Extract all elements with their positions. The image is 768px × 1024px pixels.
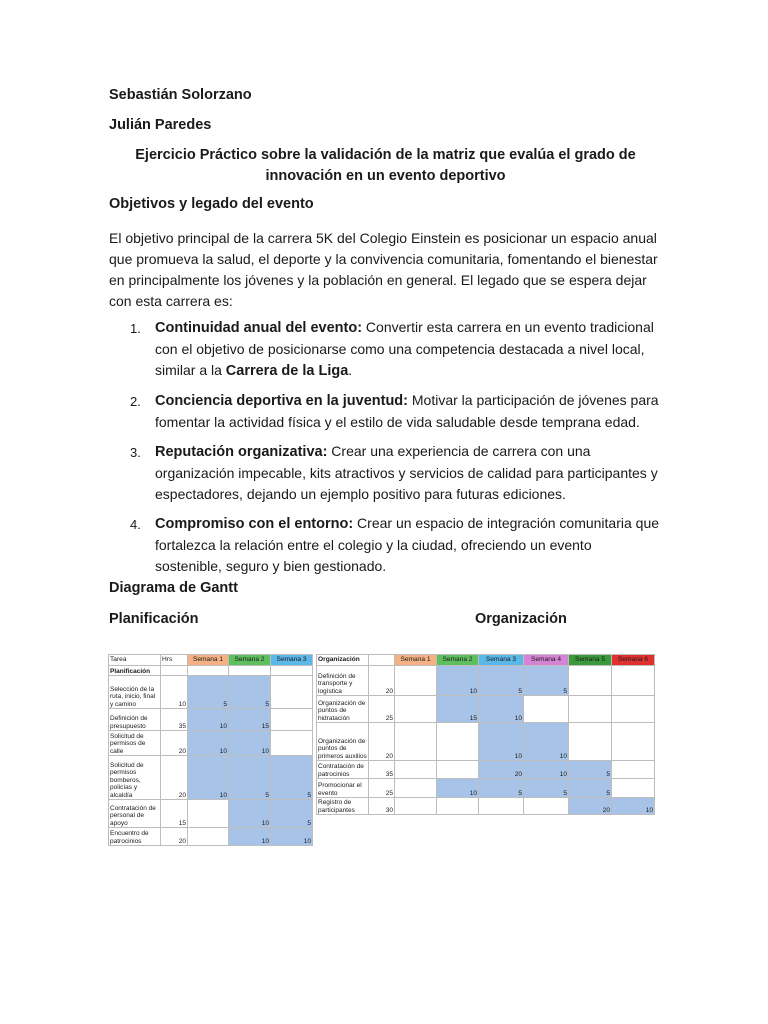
planificacion-label: Planificación [109, 611, 199, 627]
gantt-task-row [317, 798, 655, 815]
task-name: Selección de la ruta, inicio, final y camino [109, 676, 161, 709]
header-week: Semana 1 [188, 655, 229, 666]
gantt-header-row [317, 655, 655, 666]
list-item-title: Continuidad anual del evento: [155, 320, 363, 336]
list-number: 4. [130, 517, 141, 532]
gantt-task-row [109, 709, 313, 731]
list-item-emphasis: Carrera de la Liga [225, 363, 349, 379]
week-cell: 5 [524, 666, 569, 696]
header-week: Semana 4 [524, 655, 569, 666]
task-hours: 20 [369, 723, 395, 761]
header-hrs: Hrs [161, 655, 188, 666]
task-hours: 25 [369, 779, 395, 798]
task-name: Solicitud de permisos de calle [109, 731, 161, 756]
legacy-list [130, 317, 660, 585]
week-cell [437, 798, 479, 815]
gantt-task-row [317, 723, 655, 761]
gantt-table-organizacion [316, 654, 655, 815]
week-cell: 5 [229, 676, 271, 709]
week-cell: 5 [229, 756, 271, 800]
task-name: Encuentro de patrocinios [109, 828, 161, 846]
week-cell: 5 [479, 779, 524, 798]
week-cell: 10 [229, 800, 271, 828]
week-cell: 10 [479, 723, 524, 761]
header-week: Semana 6 [612, 655, 655, 666]
week-cell: 5 [569, 779, 612, 798]
week-cell: 10 [524, 761, 569, 779]
week-cell [437, 723, 479, 761]
organizacion-label: Organización [475, 611, 567, 627]
task-name: Definición de presupuesto [109, 709, 161, 731]
week-cell [188, 828, 229, 846]
header-week: Semana 1 [395, 655, 437, 666]
week-cell: 10 [188, 731, 229, 756]
list-item-text: Motivar la participación de jóvenes para fomentar la actividad física y el estilo de vida saludable desde temprana edad. [155, 392, 659, 430]
week-cell: 10 [612, 798, 655, 815]
week-cell [271, 676, 313, 709]
gantt-task-row [317, 666, 655, 696]
section-heading-gantt: Diagrama de Gantt [109, 580, 238, 596]
gantt-group-row [109, 666, 313, 676]
week-cell [395, 761, 437, 779]
week-cell [479, 798, 524, 815]
list-item-text: Crear una experiencia de carrera con una organización impecable, kits atractivos y servicios de calidad para participantes y espectadores, dejando un ejemplo positivo para futuras ediciones. [155, 443, 658, 502]
task-name: Contratación de patrocinios [317, 761, 369, 779]
gantt-task-row [317, 761, 655, 779]
task-name: Definición de transporte y logística [317, 666, 369, 696]
task-name: Registro de participantes [317, 798, 369, 815]
week-cell [395, 723, 437, 761]
list-item [130, 441, 660, 505]
week-cell [188, 800, 229, 828]
task-hours: 30 [369, 798, 395, 815]
task-name: Solicitud de permisos bomberos, policías y alcaldía [109, 756, 161, 800]
week-cell: 5 [271, 800, 313, 828]
task-name: Organización de puntos de primeros auxilios [317, 723, 369, 761]
week-cell [524, 696, 569, 723]
task-hours: 20 [161, 828, 188, 846]
week-cell [612, 723, 655, 761]
list-item-title: Conciencia deportiva en la juventud: [155, 393, 408, 409]
list-item [130, 317, 660, 382]
task-hours: 20 [369, 666, 395, 696]
week-cell: 15 [437, 696, 479, 723]
week-cell: 10 [437, 666, 479, 696]
week-cell [569, 666, 612, 696]
header-week: Semana 2 [229, 655, 271, 666]
gantt-task-row [109, 800, 313, 828]
week-cell [569, 723, 612, 761]
week-cell [612, 666, 655, 696]
week-cell [524, 798, 569, 815]
header-week: Semana 3 [479, 655, 524, 666]
header-week: Semana 2 [437, 655, 479, 666]
list-item-text: Convertir esta carrera en un evento tradicional con el objetivo de posicionarse como una competencia destacada a nivel local, similar a la [155, 319, 654, 378]
document-title: Ejercicio Práctico sobre la validación de la matriz que evalúa el grado de innovación en un evento deportivo [135, 147, 636, 184]
week-cell: 10 [437, 779, 479, 798]
week-cell: 5 [569, 761, 612, 779]
week-cell [612, 696, 655, 723]
week-cell [612, 761, 655, 779]
header-week: Semana 3 [271, 655, 313, 666]
week-cell [271, 731, 313, 756]
gantt-table-planificacion [108, 654, 313, 846]
intro-paragraph: El objetivo principal de la carrera 5K del Colegio Einstein es posicionar un espacio anual que promueva la salud, el deporte y la convivencia comunitaria, fomentando el bienestar en principalmente los jóvenes y la población en general. El legado que se espera dejar con esta carrera es: [109, 230, 658, 309]
gantt-task-row [317, 696, 655, 723]
week-cell [271, 709, 313, 731]
list-item-title: Reputación organizativa: [155, 444, 328, 460]
week-cell [395, 798, 437, 815]
week-cell: 10 [188, 709, 229, 731]
header-week: Semana 5 [569, 655, 612, 666]
gantt-task-row [109, 756, 313, 800]
author-name: Julián Paredes [109, 117, 212, 133]
author-name: Sebastián Solorzano [109, 87, 252, 103]
week-cell: 5 [271, 756, 313, 800]
group-label: Planificación [109, 666, 161, 676]
gantt-task-row [109, 731, 313, 756]
week-cell: 10 [229, 828, 271, 846]
task-name: Promocionar el evento [317, 779, 369, 798]
week-cell: 15 [229, 709, 271, 731]
week-cell: 10 [524, 723, 569, 761]
week-cell [569, 696, 612, 723]
task-hours: 35 [161, 709, 188, 731]
task-name: Organización de puntos de hidratación [317, 696, 369, 723]
week-cell [612, 779, 655, 798]
week-cell: 10 [479, 696, 524, 723]
list-item-text: Crear un espacio de integración comunitaria que fortalezca la relación entre el colegio y la ciudad, ofreciendo un evento sostenible, seguro y bien gestionado. [155, 515, 660, 574]
week-cell [395, 779, 437, 798]
list-number: 3. [130, 445, 141, 460]
week-cell: 5 [479, 666, 524, 696]
list-item [130, 513, 660, 577]
header-task: Tarea [109, 655, 161, 666]
list-number: 1. [130, 321, 141, 336]
list-number: 2. [130, 394, 141, 409]
header-hrs [369, 655, 395, 666]
gantt-task-row [317, 779, 655, 798]
list-item [130, 390, 660, 433]
week-cell: 20 [569, 798, 612, 815]
task-hours: 10 [161, 676, 188, 709]
week-cell: 10 [188, 756, 229, 800]
task-hours: 20 [161, 731, 188, 756]
week-cell: 10 [271, 828, 313, 846]
week-cell [395, 696, 437, 723]
header-task: Organización [317, 655, 369, 666]
week-cell [437, 761, 479, 779]
week-cell: 10 [229, 731, 271, 756]
week-cell [395, 666, 437, 696]
task-hours: 20 [161, 756, 188, 800]
week-cell: 5 [524, 779, 569, 798]
task-hours: 15 [161, 800, 188, 828]
gantt-task-row [109, 676, 313, 709]
task-hours: 25 [369, 696, 395, 723]
section-heading-objetivos: Objetivos y legado del evento [109, 196, 314, 212]
gantt-header-row [109, 655, 313, 666]
week-cell: 5 [188, 676, 229, 709]
gantt-task-row [109, 828, 313, 846]
week-cell: 20 [479, 761, 524, 779]
task-hours: 35 [369, 761, 395, 779]
list-item-title: Compromiso con el entorno: [155, 516, 354, 532]
list-item-tail: . [348, 362, 353, 378]
task-name: Contratación de personal de apoyo [109, 800, 161, 828]
